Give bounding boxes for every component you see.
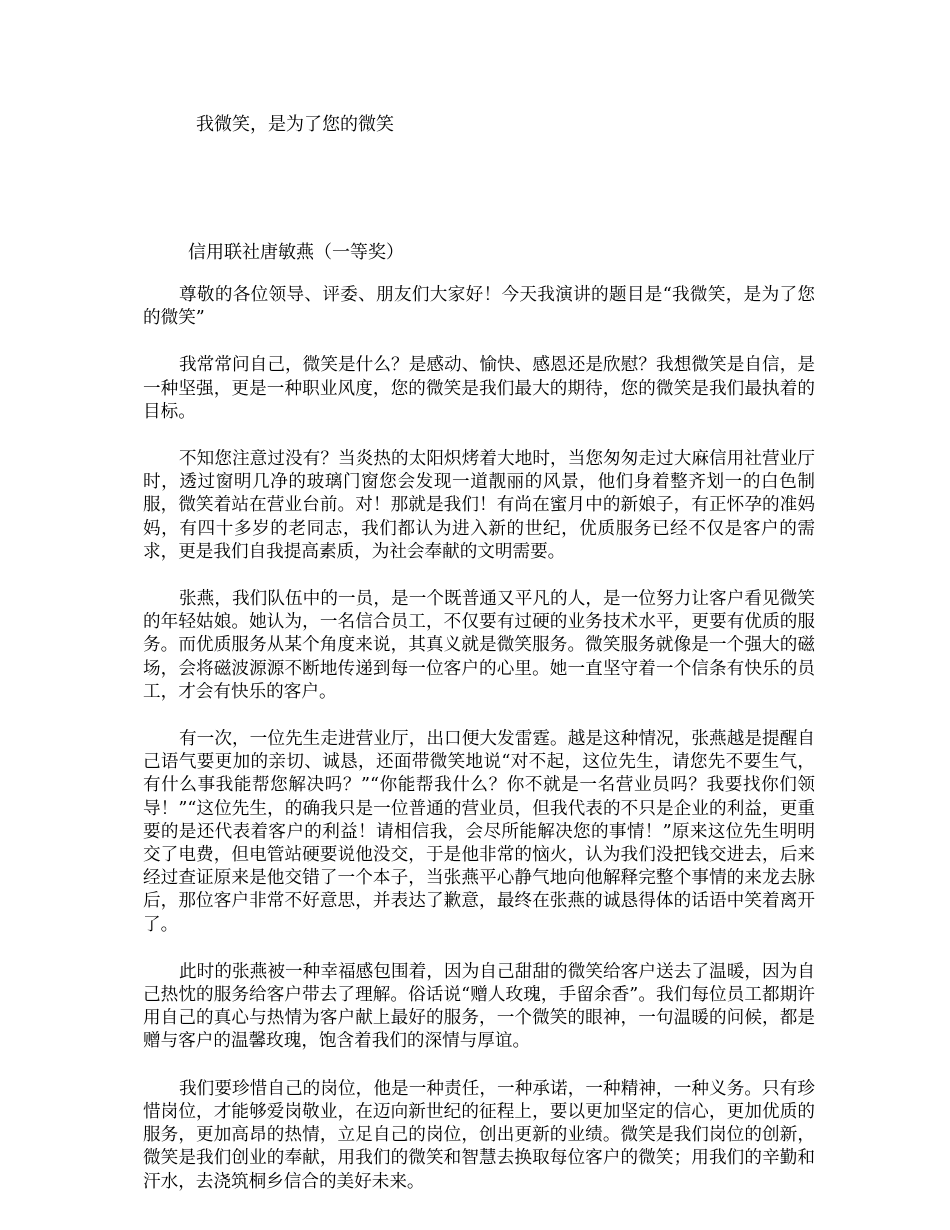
paragraph-business-hall: 不知您注意过没有？当炎热的太阳炽烤着大地时，当您匆匆走过大麻信用社营业厅时，透过窗明几净的玻璃门窗您会发现一道靓丽的风景，他们身着整齐划一的白色制服，微笑着站在营业台前。对！那就是我们！有尚在蜜月中的新娘子，有正怀孕的准妈妈，有四十多岁的老同志，我们都认为进入新的世纪，优质服务已经不仅是客户的需求，更是我们自我提高素质，为社会奉献的文明需要。 <box>143 449 815 562</box>
paragraph-zhang-yan: 张燕，我们队伍中的一员，是一个既普通又平凡的人，是一位努力让客户看见微笑的年轻姑娘。她认为，一名信合员工，不仅要有过硬的业务技术水平，更要有优质的服务。而优质服务从某个角度来说，其真义就是微笑服务。微笑服务就像是一个强大的磁场，会将磁波源源不断地传递到每一位客户的心里。她一直坚守着一个信条有快乐的员工，才会有快乐的客户。 <box>143 589 815 702</box>
document-title: 我微笑，是为了您的微笑 <box>196 114 394 135</box>
paragraph-cherish-post: 我们要珍惜自己的岗位，他是一种责任，一种承诺，一种精神，一种义务。只有珍惜岗位，才能够爱岗敬业，在迈向新世纪的征程上，要以更加坚定的信心，更加优质的服务，更加高昂的热情，立足自己的岗位，创出更新的业绩。微笑是我们岗位的创新，微笑是我们创业的奉献，用我们的微笑和智慧去换取每位客户的微笑；用我们的辛勤和汗水，去浇筑桐乡信合的美好未来。 <box>143 1078 815 1192</box>
paragraph-happiness: 此时的张燕被一种幸福感包围着，因为自己甜甜的微笑给客户送去了温暖，因为自己热忱的服务给客户带去了理解。俗话说“赠人玫瑰，手留余香”。我们每位员工都期许用自己的真心与热情为客户献上最好的服务，一个微笑的眼神，一句温暖的问候，都是赠与客户的温馨玫瑰，饱含着我们的深情与厚谊。 <box>143 961 815 1052</box>
paragraph-customer-story: 有一次，一位先生走进营业厅，出口便大发雷霆。越是这种情况，张燕越是提醒自己语气要更加的亲切、诚恳，还面带微笑地说“对不起，这位先生，请您先不要生气，有什么事我能帮您解决吗？”“你能帮我什么？你不就是一名营业员吗？我要找你们领导！”“这位先生，的确我只是一位普通的营业员，但我代表的不只是企业的利益，更重要的是还代表着客户的利益！请相信我，会尽所能解决您的事情！”原来这位先生明明交了电费，但电管站硬要说他没交，于是他非常的恼火，认为我们没把钱交进去，后来经过查证原来是他交错了一个本子，当张燕平心静气地向他解释完整个事情的来龙去脉后，那位客户非常不好意思，并表达了歉意，最终在张燕的诚恳得体的话语中笑着离开了。 <box>143 729 815 935</box>
author-line: 信用联社唐敏燕（一等奖） <box>188 242 404 263</box>
paragraph-greeting: 尊敬的各位领导、评委、朋友们大家好！今天我演讲的题目是“我微笑，是为了您的微笑” <box>143 285 815 329</box>
document-body <box>143 284 815 1218</box>
paragraph-what-is-smile: 我常常问自己，微笑是什么？是感动、愉快、感恩还是欣慰？我想微笑是自信，是一种坚强，更是一种职业风度，您的微笑是我们最大的期待，您的微笑是我们最执着的目标。 <box>143 355 815 422</box>
